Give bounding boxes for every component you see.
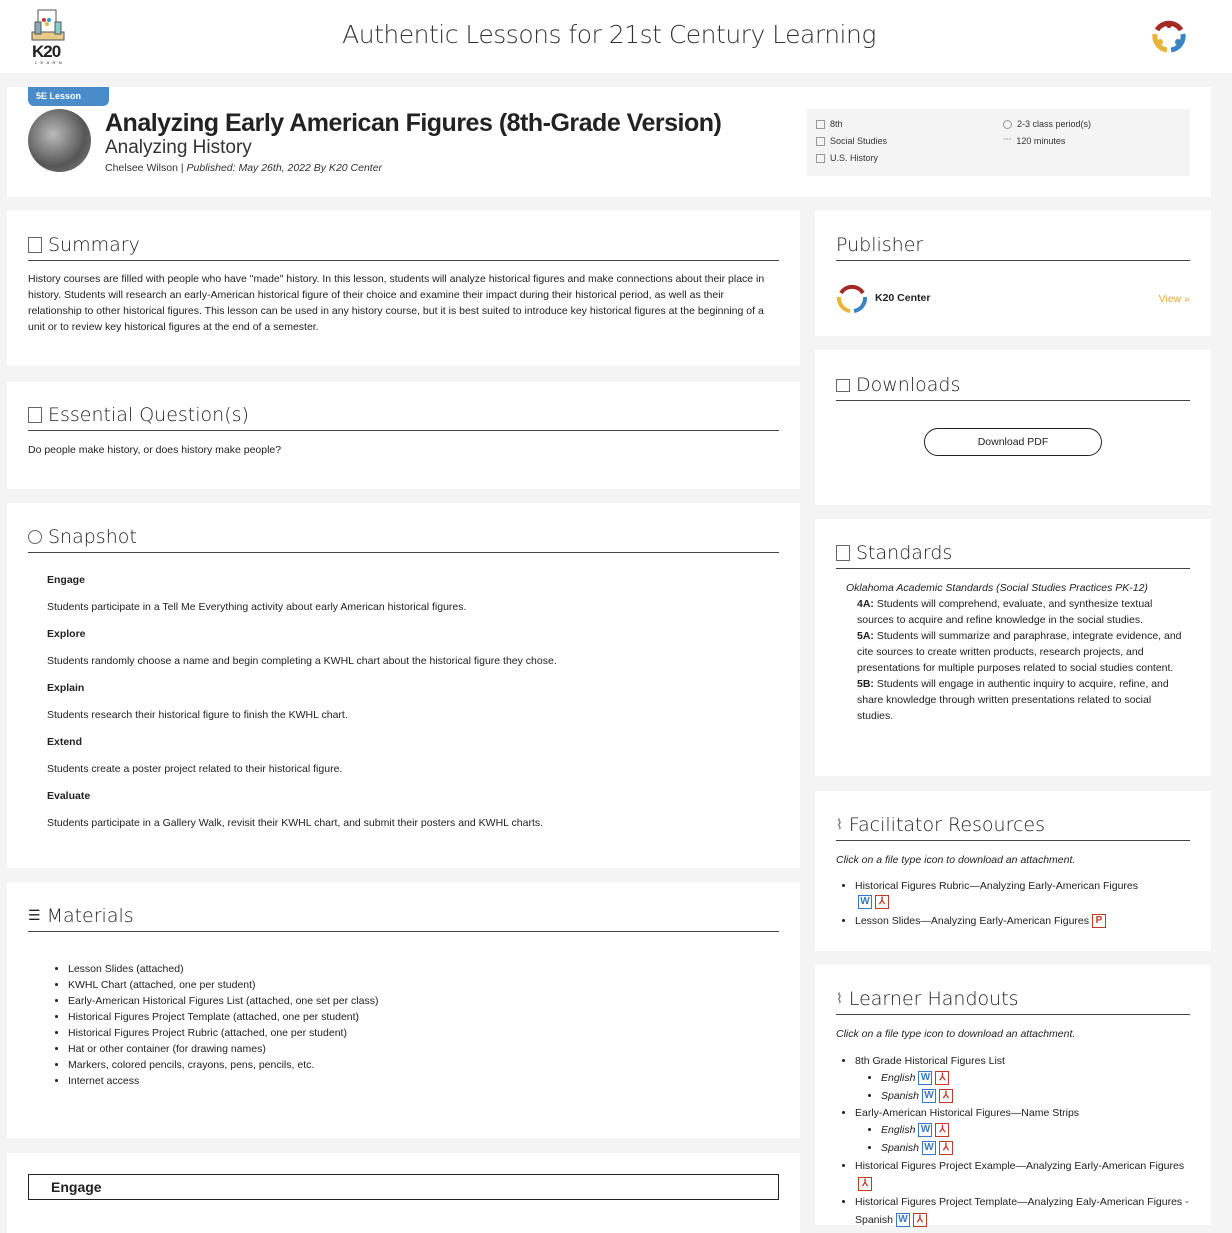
lesson-title: Analyzing Early American Figures (8th-Grade Version) [105, 109, 722, 137]
logo-text: K20 [32, 42, 61, 61]
standards-heading [836, 542, 1190, 569]
materials-heading [28, 905, 779, 932]
published-date: Published: May 26th, 2022 By K20 Center [186, 162, 383, 174]
author: Chelsee Wilson [105, 162, 178, 174]
summary-heading [28, 234, 779, 261]
clock-icon [1003, 120, 1012, 129]
material-item: • Lesson Slides (attached) [68, 961, 779, 977]
duration: 120 minutes [1016, 136, 1066, 146]
phase-text: Students participate in a Tell Me Everything activity about early American historical figures. [47, 601, 467, 613]
learner-handouts-card [815, 965, 1211, 1225]
class-periods: 2-3 class period(s) [1017, 119, 1092, 129]
list-icon: ☰ [28, 908, 41, 924]
standard-code: 5B: [857, 678, 874, 690]
lesson-meta [807, 109, 1190, 176]
standards-list [857, 596, 1190, 724]
summary-card [7, 210, 800, 366]
standard-item [857, 676, 1190, 724]
snapshot-phases [47, 572, 779, 842]
k20-center-logo-icon[interactable] [1151, 18, 1187, 54]
pdf-file-icon[interactable]: ⅄ [939, 1141, 953, 1155]
heading-label: Summary [48, 234, 140, 256]
lesson-type-badge [28, 87, 109, 106]
handout-name: Historical Figures Project Template—Analyzing Ealy-American Figures - Spanish [855, 1196, 1189, 1226]
site-header [0, 0, 1232, 73]
heading-label: Standards [856, 542, 953, 564]
handout-item [855, 1053, 1190, 1105]
language-label: Spanish [881, 1142, 919, 1154]
standard-text: Students will summarize and paraphrase, integrate evidence, and cite sources to create written products, research projects, and presentations for multiple purposes related to social studies content. [857, 630, 1182, 674]
word-file-icon[interactable]: W [918, 1071, 932, 1085]
handout-item [855, 1105, 1190, 1157]
learner-heading [836, 988, 1190, 1015]
facilitator-heading [836, 814, 1190, 841]
standards-card [815, 519, 1211, 776]
material-item: • KWHL Chart (attached, one per student) [68, 977, 779, 993]
publisher-card [815, 210, 1211, 336]
word-file-icon[interactable]: W [896, 1213, 910, 1227]
pdf-file-icon[interactable]: ⅄ [858, 1177, 872, 1191]
resource-name: Lesson Slides—Analyzing Early-American Figures [855, 915, 1090, 927]
snapshot-heading [28, 526, 779, 553]
publisher-heading: Publisher [836, 234, 1190, 261]
lesson-image [28, 109, 91, 172]
phase-name: Extend [47, 736, 83, 748]
snapshot-icon [28, 530, 42, 544]
site-title: Authentic Lessons for 21st Century Learning [342, 20, 876, 49]
material-item: • Historical Figures Project Template (attached, one per student) [68, 1009, 779, 1025]
handout-item [855, 1157, 1190, 1193]
phase-name: Evaluate [47, 790, 91, 802]
lesson-header-card [7, 87, 1211, 197]
handout-name: 8th Grade Historical Figures List [855, 1055, 1005, 1067]
download-pdf-button[interactable]: Download PDF [924, 428, 1102, 456]
material-item: • Early-American Historical Figures List (attached, one set per class) [68, 993, 779, 1009]
publisher-name[interactable]: K20 Center [875, 292, 931, 304]
facilitator-resources-card [815, 791, 1211, 951]
paperclip-icon: ⌇ [836, 817, 843, 833]
standard-item [857, 596, 1190, 628]
phase-name: Explore [47, 628, 86, 640]
material-item: • Hat or other container (for drawing names) [68, 1041, 779, 1057]
resource-name: Historical Figures Rubric—Analyzing Early-American Figures [855, 880, 1139, 892]
resource-item [855, 878, 1190, 910]
standard-code: 5A: [857, 630, 874, 642]
language-label: Spanish [881, 1090, 919, 1102]
logo-subtext: L·E·A·R·N [35, 60, 63, 65]
badge-label: 5E Lesson [36, 91, 82, 101]
word-file-icon[interactable]: W [922, 1089, 936, 1103]
standard-item [857, 628, 1190, 676]
phase-text: Students randomly choose a name and begin completing a KWHL chart about the historical figure they chose. [47, 655, 557, 667]
dots-icon: °°° [1003, 137, 1012, 145]
language-label: English [881, 1124, 916, 1136]
essential-heading [28, 404, 779, 431]
phase-text: Students create a poster project related to their historical figure. [47, 763, 343, 775]
document-icon [28, 407, 42, 423]
downloads-card [815, 350, 1211, 505]
school-icon [816, 120, 825, 129]
handout-item [855, 1193, 1190, 1229]
publisher-logo-icon [836, 282, 868, 314]
heading-label: Materials [46, 905, 134, 927]
materials-card [7, 882, 800, 1138]
snapshot-card [7, 503, 800, 868]
material-item: • Internet access [68, 1073, 779, 1089]
language-label: English [881, 1072, 916, 1084]
heading-label: Essential Question(s) [48, 404, 249, 426]
course: U.S. History [830, 153, 879, 163]
summary-text: History courses are filled with people who have "made" history. In this lesson, students will analyze historical figures and make connections about their place in history. Students will research an early-American historical figure of their choice and examine their impact during their historical period, as well as their relationship to other historical figures. This lesson can be used in any history course, but it is best suited to introduce key historical figures at the beginning of a unit or to review key historical figures at the end of a semester. [28, 273, 765, 333]
book-icon [816, 154, 825, 163]
subject: Social Studies [830, 136, 888, 146]
pdf-file-icon[interactable]: ⅄ [913, 1213, 927, 1227]
phase-name: Engage [47, 574, 85, 586]
heading-label: Snapshot [48, 526, 137, 548]
lesson-subtitle: Analyzing History [105, 137, 252, 158]
pdf-file-icon[interactable]: ⅄ [935, 1123, 949, 1137]
heading-label: Downloads [856, 374, 961, 396]
document-icon [28, 237, 42, 253]
material-item: • Markers, colored pencils, crayons, pens, pencils, etc. [68, 1057, 779, 1073]
handout-name: Early-American Historical Figures—Name Strips [855, 1107, 1080, 1119]
word-file-icon[interactable]: W [922, 1141, 936, 1155]
engage-card [7, 1153, 800, 1233]
view-publisher-link[interactable]: View » [1158, 293, 1190, 305]
phase-text: Students participate in a Gallery Walk, revisit their KWHL chart, and submit their posters and KWHL charts. [47, 817, 544, 829]
downloads-heading [836, 374, 1190, 401]
heading-label: Facilitator Resources [848, 814, 1046, 836]
paperclip-icon: ⌇ [836, 991, 843, 1007]
materials-list [49, 961, 779, 1089]
download-icon [836, 379, 850, 392]
word-file-icon[interactable]: W [858, 895, 872, 909]
standards-source: Oklahoma Academic Standards (Social Studies Practices PK-12) [846, 582, 1148, 594]
phase-text: Students research their historical figure to finish the KWHL chart. [47, 709, 348, 721]
handout-name: Historical Figures Project Example—Analyzing Early-American Figures [855, 1160, 1185, 1172]
byline: Chelsee Wilson | Published: May 26th, 2022 By K20 Center [105, 162, 383, 174]
presentation-icon [816, 137, 825, 146]
facilitator-hint: Click on a file type icon to download an attachment. [836, 854, 1076, 866]
standard-code: 4A: [857, 598, 874, 610]
standard-text: Students will comprehend, evaluate, and synthesize textual sources to acquire and refine knowledge in the social studies. [857, 598, 1153, 626]
resource-item [855, 913, 1190, 929]
grade: 8th [830, 119, 843, 129]
word-file-icon[interactable]: W [918, 1123, 932, 1137]
engage-heading[interactable]: Engage [28, 1174, 779, 1200]
pdf-file-icon[interactable]: ⅄ [935, 1071, 949, 1085]
pdf-file-icon[interactable]: ⅄ [939, 1089, 953, 1103]
phase-name: Explain [47, 682, 85, 694]
material-item: • Historical Figures Project Rubric (attached, one per student) [68, 1025, 779, 1041]
standard-text: Students will engage in authentic inquiry to acquire, refine, and share knowledge through written presentations related to social studies. [857, 678, 1169, 722]
learner-hint: Click on a file type icon to download an attachment. [836, 1028, 1076, 1040]
powerpoint-file-icon[interactable]: P [1092, 914, 1106, 928]
pdf-file-icon[interactable]: ⅄ [875, 895, 889, 909]
heading-label: Learner Handouts [848, 988, 1019, 1010]
essential-question-text: Do people make history, or does history make people? [28, 444, 282, 456]
facilitator-list [836, 878, 1190, 929]
essential-question-card [7, 382, 800, 489]
learner-list [836, 1053, 1190, 1229]
standards-icon [836, 545, 850, 561]
